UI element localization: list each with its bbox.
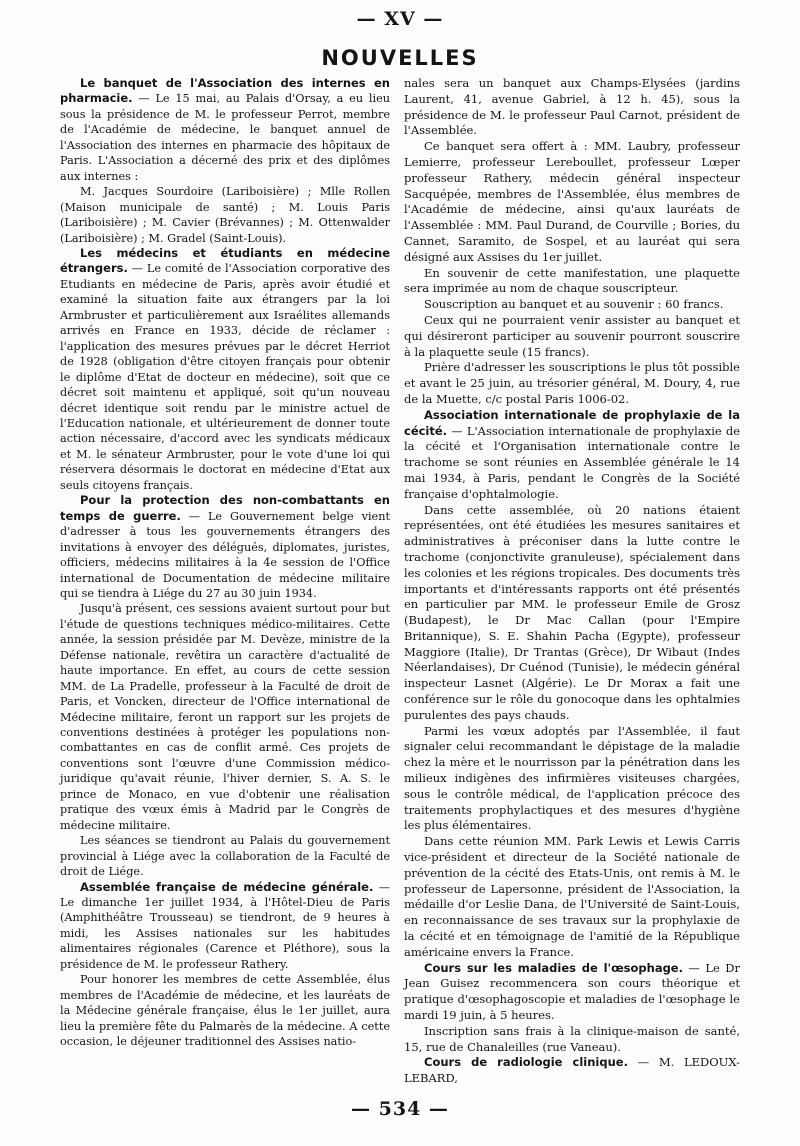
article-text: — Le Dr Jean Guisez recommencera son cours théorique et pratique d'œsophagoscopie et maladies de l'œsophage le mardi 19 juin, à 5 heures. <box>404 960 740 1023</box>
article-paragraph <box>404 360 740 407</box>
article-paragraph <box>404 724 740 835</box>
article-text: Pour honorer les membres de cette Assemblée, élus membres de l'Académie de médecine, et les lauréats de la Médecine générale française, élus le 1er juillet, aura lieu la première fête du Palmarès de la médecine. A cette occasion, le déjeuner traditionnel des Assises natio- <box>60 973 390 1049</box>
left-column <box>60 76 390 1050</box>
article-paragraph <box>404 297 740 313</box>
article-text: Dans cette assemblée, où 20 nations étaient représentées, ont été étudiées les mesures sanitaires et administratives à préconiser dans la lutte contre le trachome (conjonctivite granuleuse), spécialement dans les colonies et les régions tropicales. Des documents très importants et d'intéressants rapports ont été présentés en particulier par MM. le professeur Emile de Grosz (Budapest), le Dr Mac Callan (pour l'Empire Britannique), S. E. Shahin Pacha (Egypte), professeur Maggiore (Italie), Dr Trantas (Grèce), Dr Wibaut (Indes Néerlandaises), Dr Cuénod (Tunisie), le médecin général inspecteur Lasnet (Algérie). Le Dr Morax a fait une conférence sur le rôle du gonocoque dans les ophtalmies purulentes des pays chauds. <box>404 502 740 722</box>
article-paragraph <box>60 493 390 601</box>
article-text: En souvenir de cette manifestation, une plaquette sera imprimée au nom de chaque souscripteur. <box>404 265 740 296</box>
article-text: — Le Gouvernement belge vient d'adresser à tous les gouvernements étrangers des invitations à envoyer des délégués, diplomates, juristes, officiers, médecins militaires à la 4e session de l'Office international de Documentation de médecine militaire qui se tiendra à Liége du 27 au 30 juin 1934. <box>60 509 390 600</box>
article-paragraph <box>60 76 390 184</box>
article-paragraph <box>404 408 740 503</box>
article-text: Ceux qui ne pourraient venir assister au banquet et qui désireront participer au souvenir pourront souscrire à la plaquette seule (15 francs). <box>404 312 740 359</box>
article-paragraph <box>60 972 390 1049</box>
article-heading: Le banquet de l'Association des internes en pharmacie. <box>60 76 390 106</box>
article-paragraph <box>404 961 740 1024</box>
article-text: Jusqu'à présent, ces sessions avaient surtout pour but l'étude de questions techniques médico-militaires. Cette année, la session présidée par M. Devèze, ministre de la Défense nationale, revêtira un caractère d'actualité de haute importance. En effet, au cours de cette session MM. de La Pradelle, professeur à la Faculté de droit de Paris, et Voncken, directeur de l'Office international de Médecine militaire, feront un rapport sur les projets de conventions destinées à protéger les populations non-combattantes en cas de conflit armé. Ces projets de conventions sont l'œuvre d'une Commission médico-juridique qu'avait réunie, l'hiver dernier, S. A. S. le prince de Monaco, en vue d'obtenir une réalisation pratique des vœux émis à Madrid par le Congrès de médecine militaire. <box>60 602 390 832</box>
article-text: Prière d'adresser les souscriptions le plus tôt possible et avant le 25 juin, au trésorier général, M. Doury, 4, rue de la Muette, c/c postal Paris 1006-02. <box>404 360 740 406</box>
article-heading: Les médecins et étudiants en médecine étrangers. <box>60 245 390 276</box>
article-heading: Cours de radiologie clinique. <box>424 1055 628 1070</box>
article-heading: Cours sur les maladies de l'œsophage. <box>424 960 683 975</box>
right-column <box>404 76 740 1087</box>
article-paragraph <box>404 76 740 139</box>
article-paragraph <box>404 313 740 360</box>
page-number: — 534 — <box>351 1098 449 1120</box>
article-text: — Le dimanche 1er juillet 1934, à l'Hôtel-Dieu de Paris (Amphithéâtre Trousseau) se tiendront, de 9 heures à midi, les Assises nationales sur les habitudes alimentaires régionales (Carence et Pléthore), sous la présidence de M. le professeur Rathery. <box>60 880 390 971</box>
article-text: — Le 15 mai, au Palais d'Orsay, a eu lieu sous la présidence de M. le professeur Perrot, membre de l'Académie de médecine, le banquet annuel de l'Association des internes en pharmacie des hôpitaux de Paris. L'Association a décerné des prix et des diplômes aux internes : <box>60 92 390 183</box>
article-paragraph <box>60 880 390 973</box>
article-paragraph <box>60 601 390 833</box>
article-paragraph <box>404 1024 740 1056</box>
article-heading: Pour la protection des non-combattants en temps de guerre. <box>60 493 390 523</box>
article-paragraph <box>404 266 740 298</box>
article-text: Les séances se tiendront au Palais du gouvernement provincial à Liége avec la collaboration de la Faculté de droit de Liége. <box>60 834 390 879</box>
article-paragraph <box>60 184 390 246</box>
article-text: Inscription sans frais à la clinique-maison de santé, 15, rue de Chanaleilles (rue Vaneau). <box>404 1023 740 1054</box>
page-roman-numeral: — XV — <box>356 8 444 30</box>
article-paragraph <box>404 834 740 960</box>
article-text: Dans cette réunion MM. Park Lewis et Lewis Carris vice-président et directeur de la Société nationale de prévention de la cécité des Etats-Unis, ont remis à M. le professeur de Lapersonne, président de l'Association, la médaille d'or Leslie Dana, de l'Université de Saint-Louis, en reconnaissance de ses travaux sur la prophylaxie de la cécité et en témoignage de l'amitié de la République américaine envers la France. <box>404 834 740 959</box>
article-paragraph <box>60 246 390 493</box>
article-text: Ce banquet sera offert à : MM. Laubry, professeur Lemierre, professeur Lereboullet, professeur Lœper professeur Rathery, médecin général inspecteur Sacquépée, membres de l'Assemblée, élus membres de l'Académie de médecine, ainsi qu'aux lauréats de l'Assemblée : MM. Paul Durand, de Courville ; Bories, du Cannet, Saramito, de Sospel, et au lauréat qui sera désigné aux Assises du 1er juillet. <box>404 139 740 264</box>
article-text: — M. LEDOUX-LEBARD, <box>404 1055 741 1086</box>
article-heading: Assemblée française de médecine générale. <box>80 879 374 894</box>
article-text: — L'Association internationale de prophylaxie de la cécité et l'Organisation internationale contre le trachome se sont réunies en Assemblée générale le 14 mai 1934, à Paris, pendant le Congrès de la Société française d'ophtalmologie. <box>404 423 740 501</box>
article-text: Parmi les vœux adoptés par l'Assemblée, il faut signaler celui recommandant le dépistage de la maladie chez la mère et le nourrisson par la pénétration dans les milieux indigènes des infirmières visiteuses chargées, sous le contrôle médical, de l'application précoce des traitements prophylactiques et des mesures d'hygiène les plus élémentaires. <box>404 723 740 833</box>
article-heading: Association internationale de prophylaxie de la cécité. <box>404 407 740 438</box>
article-paragraph <box>60 833 390 879</box>
section-title: NOUVELLES <box>321 46 479 70</box>
article-text: M. Jacques Sourdoire (Lariboisière) ; Mlle Rollen (Maison municipale de santé) ; M. Louis Paris (Lariboisière) ; M. Cavier (Brévannes) ; M. Ottenwalder (Lariboisière) ; M. Gradel (Saint-Louis). <box>60 185 390 245</box>
article-paragraph <box>404 503 740 724</box>
article-text: Souscription au banquet et au souvenir : 60 francs. <box>424 297 724 312</box>
article-text: nales sera un banquet aux Champs-Elysées (jardins Laurent, 41, avenue Gabriel, à 12 h. 45), sous la présidence de M. le professeur Paul Carnot, président de l'Assemblée. <box>404 76 740 138</box>
article-paragraph <box>404 1055 740 1087</box>
article-text: — Le comité de l'Association corporative des Etudiants en médecine de Paris, après avoir étudié et examiné la situation faite aux étrangers par la loi Armbruster et particulièrement aux Israélites allemands arrivés en France en 1933, décide de réclamer : l'application des mesures prévues par le décret Herriot de 1928 (obligation d'être citoyen français pour obtenir le diplôme d'Etat de docteur en médecine), soit que ce décret soit maintenu et appliqué, soit qu'un nouveau décret identique soit rendu par le ministre actuel de l'Education nationale, et ultérieurement de donner toute action nécessaire, d'accord avec les syndicats médicaux et M. le sénateur Armbruster, pour le vote d'une loi qui réservera désormais le doctorat en médecine d'Etat aux seuls citoyens français. <box>60 262 390 492</box>
article-paragraph <box>404 139 740 265</box>
